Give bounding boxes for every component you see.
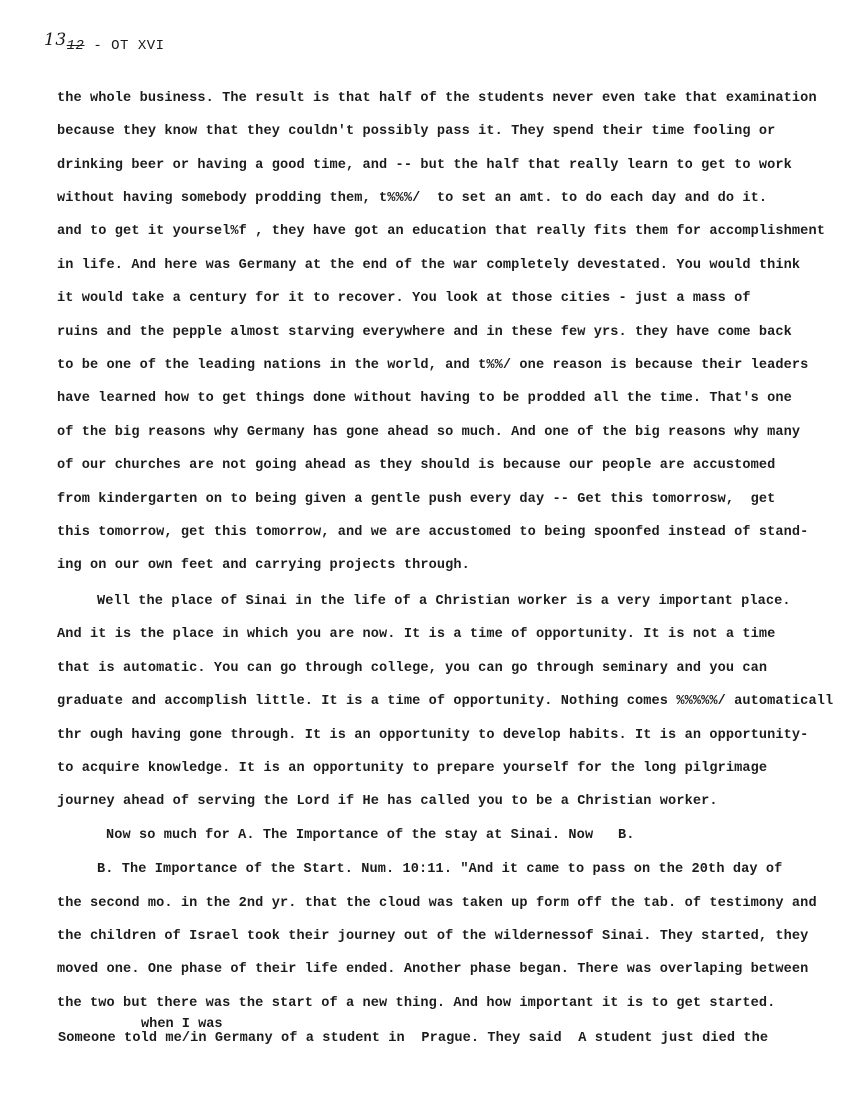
- text-line-27: moved one. One phase of their life ended. Another phase began. There was overlaping between: [57, 962, 809, 977]
- interlinear-insertion: when I was: [141, 1017, 223, 1032]
- text-line-19: graduate and accomplish little. It is a time of opportunity. Nothing comes %%%%%/ automaticall: [57, 694, 834, 709]
- text-line-13: from kindergarten on to being given a gentle push every day -- Get this tomorrosw, get: [57, 492, 776, 507]
- text-line-18: that is automatic. You can go through college, you can go through seminary and you can: [57, 661, 768, 676]
- text-line-5: and to get it yoursel%f , they have got an education that really fits them for accomplishment: [57, 224, 825, 239]
- text-line-12: of our churches are not going ahead as they should is because our people are accustomed: [57, 458, 776, 473]
- text-line-17: And it is the place in which you are now. It is a time of opportunity. It is not a time: [57, 627, 776, 642]
- header-label: - OT XVI: [84, 38, 165, 54]
- text-line-24: B. The Importance of the Start. Num. 10:11. "And it came to pass on the 20th day of: [97, 862, 783, 877]
- page-number-handwritten: 13: [44, 30, 67, 50]
- text-line-28: the two but there was the start of a new thing. And how important it is to get started.: [57, 996, 776, 1011]
- text-line-21: to acquire knowledge. It is an opportunity to prepare yourself for the long pilgrimage: [57, 761, 768, 776]
- text-line-8: ruins and the pepple almost starving everywhere and in these few yrs. they have come back: [57, 325, 792, 340]
- text-line-14: this tomorrow, get this tomorrow, and we are accustomed to being spoonfed instead of stand-: [57, 525, 809, 540]
- text-line-23: Now so much for A. The Importance of the stay at Sinai. Now B.: [106, 828, 635, 843]
- text-line-15: ing on our own feet and carrying projects through.: [57, 558, 470, 573]
- text-line-1: the whole business. The result is that half of the students never even take that examination: [57, 91, 817, 106]
- text-line-3: drinking beer or having a good time, and -- but the half that really learn to get to work: [57, 158, 792, 173]
- page-number-struck: 12: [66, 38, 85, 54]
- text-line-20: thr ough having gone through. It is an opportunity to develop habits. It is an opportunity-: [57, 728, 809, 743]
- text-line-2: because they know that they couldn't possibly pass it. They spend their time fooling or: [57, 124, 776, 139]
- text-line-29: Someone told me/in Germany of a student in Prague. They said A student just died the: [58, 1031, 769, 1046]
- text-line-6: in life. And here was Germany at the end of the war completely devestated. You would think: [57, 258, 801, 273]
- text-line-10: have learned how to get things done without having to be prodded all the time. That's one: [57, 391, 792, 406]
- page-header: [44, 30, 165, 54]
- text-line-26: the children of Israel took their journey out of the wildernessof Sinai. They started, they: [57, 929, 809, 944]
- text-line-22: journey ahead of serving the Lord if He has called you to be a Christian worker.: [57, 794, 718, 809]
- text-line-9: to be one of the leading nations in the world, and t%%/ one reason is because their leaders: [57, 358, 809, 373]
- text-line-11: of the big reasons why Germany has gone ahead so much. And one of the big reasons why many: [57, 425, 801, 440]
- text-line-4: without having somebody prodding them, t%%%/ to set an amt. to do each day and do it.: [57, 191, 768, 206]
- text-line-7: it would take a century for it to recover. You look at those cities - just a mass of: [57, 291, 751, 306]
- text-line-16: Well the place of Sinai in the life of a Christian worker is a very important place.: [97, 594, 791, 609]
- text-line-25: the second mo. in the 2nd yr. that the cloud was taken up form off the tab. of testimony and: [57, 896, 817, 911]
